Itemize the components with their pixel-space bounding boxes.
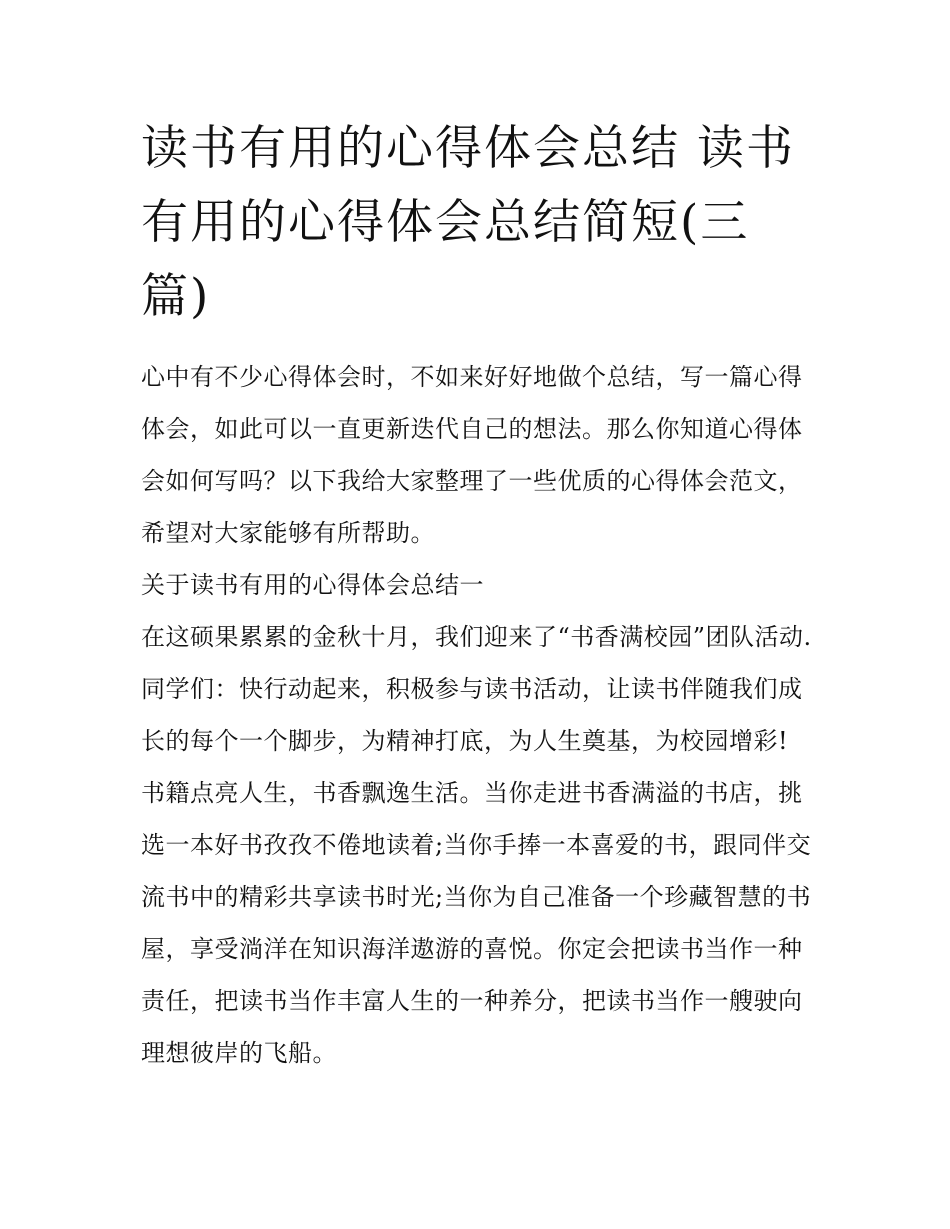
body-paragraph: 书籍点亮人生，书香飘逸生活。当你走进书香满溢的书店，挑选一本好书孜孜不倦地读着;当你手捧一本喜爱的书，跟同伴交流书中的精彩共享读书时光;当你为自己准备一个珍藏智慧的书屋，享受淌洋在知识海洋遨游的喜悦。你定会把读书当作一种责任，把读书当作丰富人生的一种养分，把读书当作一艘驶向理想彼岸的飞船。 <box>141 779 812 1067</box>
document-title: 读书有用的心得体会总结 读书有用的心得体会总结简短(三篇) <box>141 121 795 324</box>
body-paragraph: 在这硕果累累的金秋十月，我们迎来了“书香满校园”团队活动.同学们：快行动起来，积极参与读书活动，让读书伴随我们成长的每个一个脚步，为精神打底，为人生奠基，为校园增彩! <box>141 623 812 755</box>
intro-paragraph: 心中有不少心得体会时，不如来好好地做个总结，写一篇心得体会，如此可以一直更新迭代自己的想法。那么你知道心得体会如何写吗？以下我给大家整理了一些优质的心得体会范文，希望对大家能够有所帮助。 <box>141 363 803 547</box>
section-heading: 关于读书有用的心得体会总结一 <box>141 571 484 599</box>
document-body <box>141 112 813 1079</box>
